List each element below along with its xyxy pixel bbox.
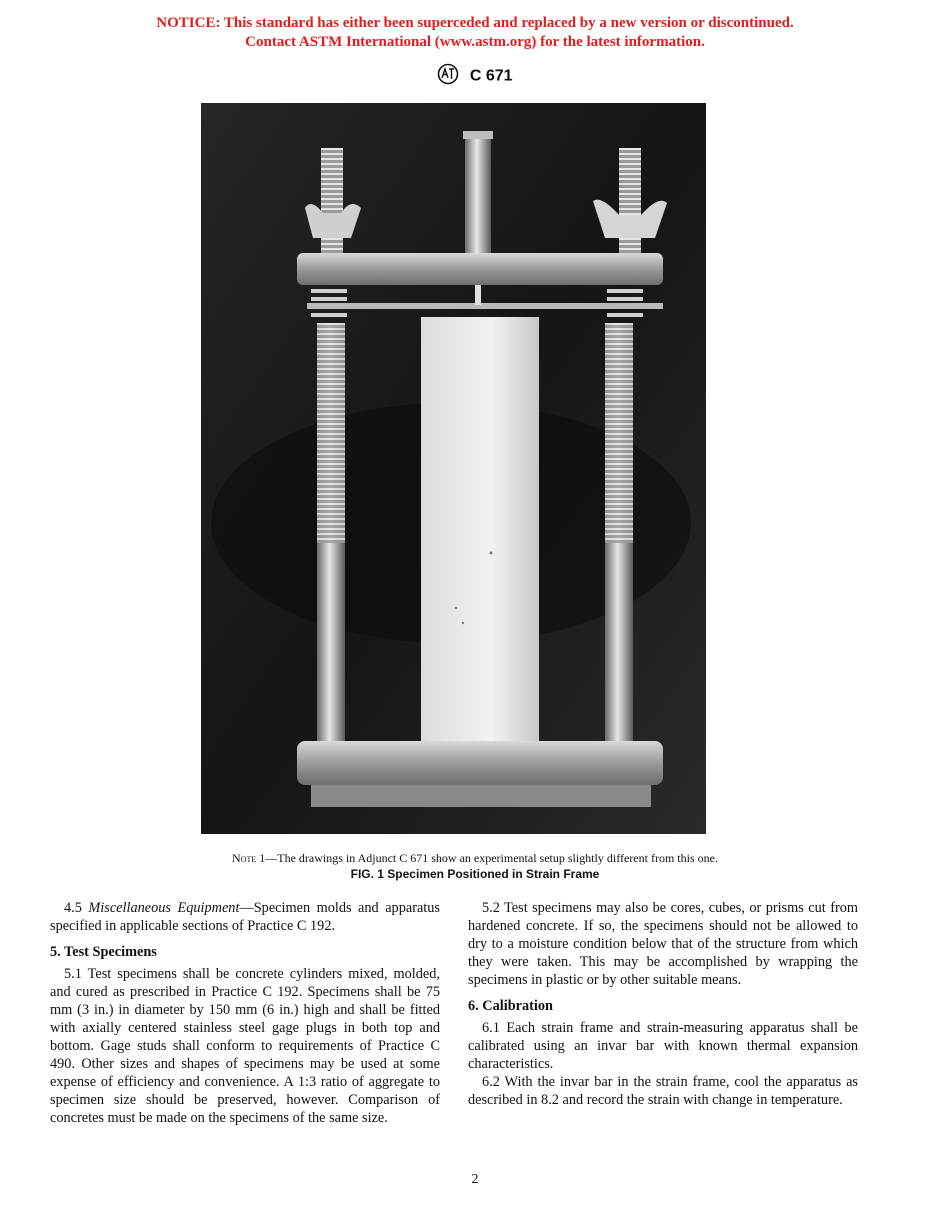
p45-number: 4.5 (64, 900, 89, 916)
notice-line-1: NOTICE: This standard has either been superceded and replaced by a new version or discontinued. (156, 15, 794, 31)
paragraph-5-1: 5.1 Test specimens shall be concrete cylinders mixed, molded, and cured as prescribed in Practice C 192. Specimens shall be 75 mm (3 in.) in diameter by 150 mm (6 in.) high and shall be fitted with axially centered stainless steel gage plugs in both top and bottom. Gage studs shall conform to requirements of Practice C 490. Other sizes and shapes of specimens may be used at some expense of efficiency and convenience. A 1:3 ratio of aggregate to specimen size should be preserved, however. Comparison of concretes must be made on the specimens of the same size. (50, 966, 440, 1126)
figure-caption: FIG. 1 Specimen Positioned in Strain Frame (350, 867, 600, 881)
p45-italic-term: Miscellaneous Equipment (88, 900, 240, 916)
astm-logo-icon (437, 63, 459, 90)
note-label: Note (232, 851, 257, 865)
notice-line-2: Contact ASTM International (www.astm.org) for the latest information. (245, 34, 705, 50)
paragraph-5-2: 5.2 Test specimens may also be cores, cubes, or prisms cut from hardened concrete. If so, the specimens should not be allowed to dry to a moisture condition below that of the structure from which they were taken. This may be accomplished by wrapping the specimens in plastic or by other suitable means. (468, 900, 858, 988)
right-column (468, 899, 858, 1109)
left-column (50, 899, 440, 1127)
standard-code: C 671 (469, 67, 513, 85)
notice-banner (0, 14, 950, 52)
figure-note (0, 851, 950, 866)
p45-text: —Specimen molds and apparatus specified in applicable sections of Practice C 192. (50, 900, 440, 934)
paragraph-6-2: 6.2 With the invar bar in the strain frame, cool the apparatus as described in 8.2 and record the strain with change in temperature. (468, 1074, 858, 1108)
note-text: 1—The drawings in Adjunct C 671 show an experimental setup slightly different from this one. (256, 851, 718, 865)
paragraph-4-5 (50, 899, 440, 935)
paragraph-6-1: 6.1 Each strain frame and strain-measuring apparatus shall be calibrated using an invar bar with known thermal expansion characteristics. (468, 1020, 858, 1072)
section-5-heading: 5. Test Specimens (50, 944, 157, 960)
document-header (0, 63, 950, 90)
strain-frame-photo (201, 103, 706, 834)
page-number: 2 (471, 1172, 479, 1187)
section-6-heading: 6. Calibration (468, 998, 553, 1014)
